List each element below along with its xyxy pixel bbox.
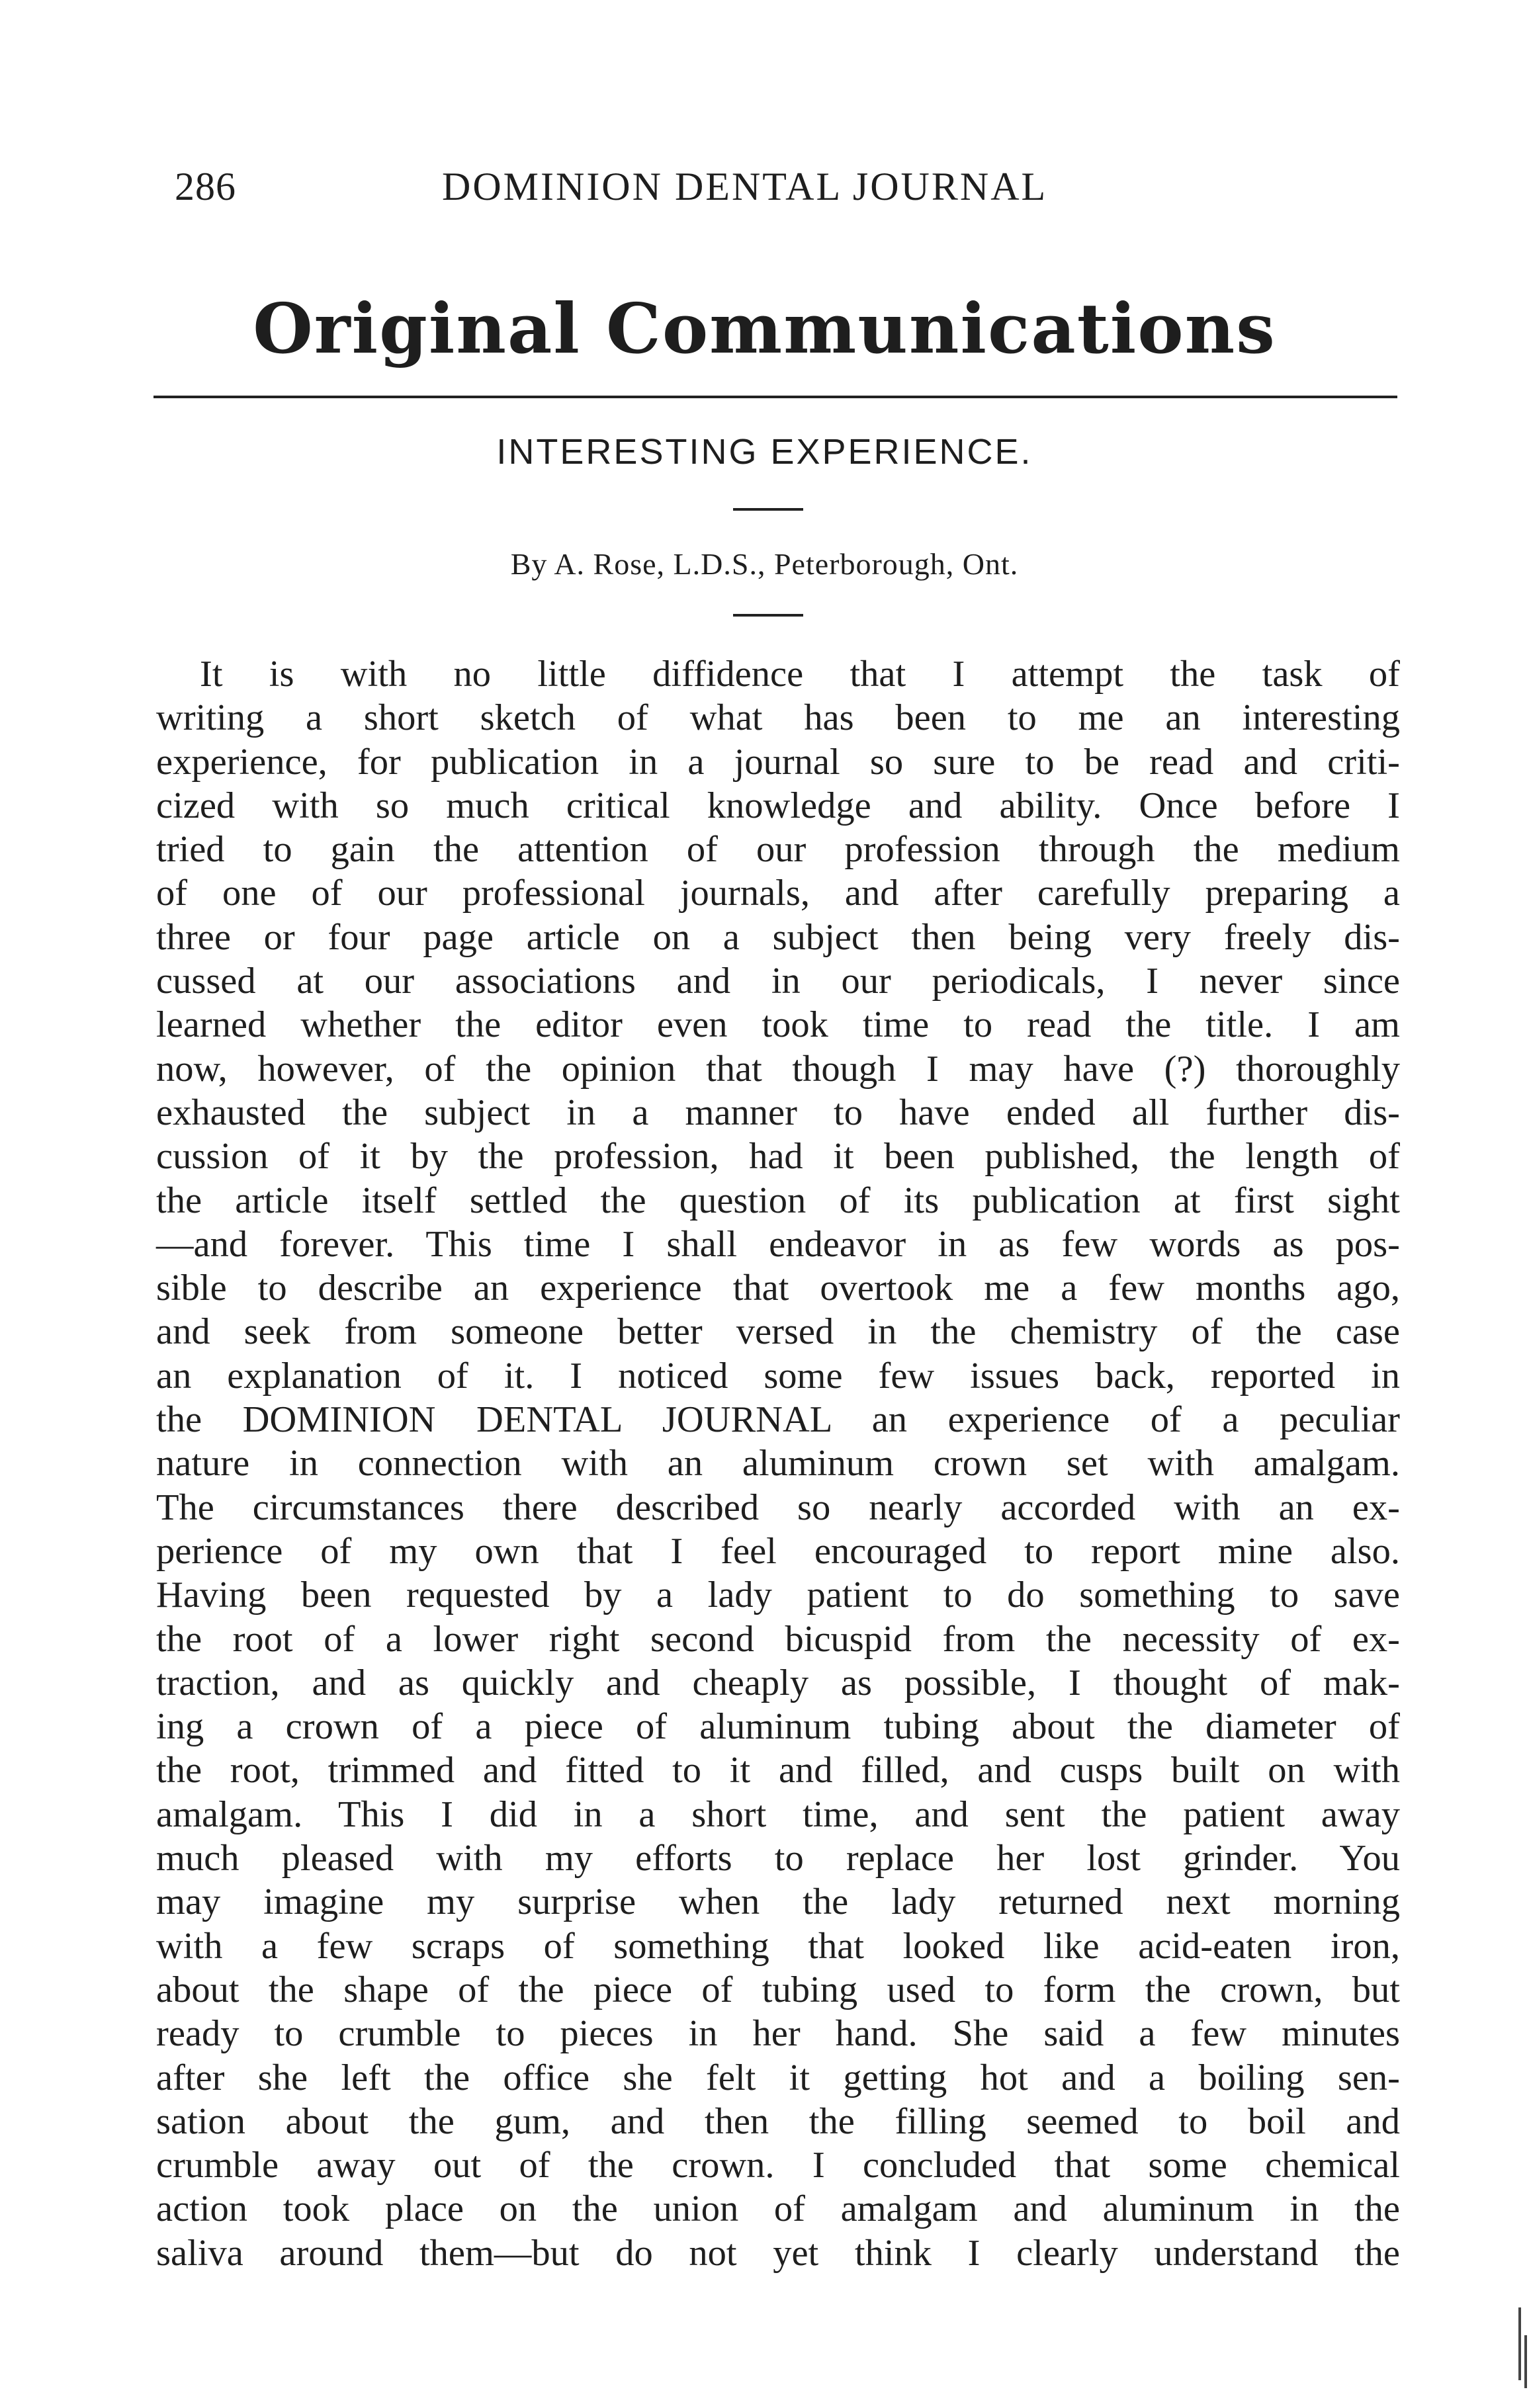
body-line: learned whether the editor even took time to read the title. I am <box>156 1004 1400 1046</box>
body-line: experience, for publication in a journal so sure to be read and criti- <box>156 741 1400 783</box>
body-line: crumble away out of the crown. I concluded that some chemical <box>156 2145 1400 2186</box>
body-line: traction, and as quickly and cheaply as possible, I thought of mak- <box>156 1662 1400 1703</box>
body-line: after she left the office she felt it getting hot and a boiling sen- <box>156 2057 1400 2098</box>
body-line: cussion of it by the profession, had it been published, the length of <box>156 1136 1400 1178</box>
body-line: writing a short sketch of what has been to me an interesting <box>156 697 1400 739</box>
running-head <box>164 164 1391 210</box>
title-separator-rule <box>733 508 803 511</box>
body-line: now, however, of the opinion that though I may have (?) thoroughly <box>156 1048 1400 1090</box>
byline-separator-rule <box>733 614 803 617</box>
page-number: 286 <box>175 165 236 208</box>
body-line: nature in connection with an aluminum crown set with amalgam. <box>156 1443 1400 1484</box>
body-line: exhausted the subject in a manner to have ended all further dis- <box>156 1092 1400 1133</box>
body-line: the root of a lower right second bicuspid from the necessity of ex- <box>156 1618 1400 1660</box>
scan-edge-mark <box>1518 2307 1521 2380</box>
journal-title: DOMINION DENTAL JOURNAL <box>442 165 1048 208</box>
article-body <box>156 652 1400 2275</box>
section-title-rule <box>153 396 1397 398</box>
body-line: sation about the gum, and then the filling seemed to boil and <box>156 2100 1400 2142</box>
body-line: and seek from someone better versed in the chemistry of the case <box>156 1311 1400 1353</box>
body-line: ready to crumble to pieces in her hand. She said a few minutes <box>156 2013 1400 2055</box>
body-line: three or four page article on a subject then being very freely dis- <box>156 916 1400 958</box>
body-line: of one of our professional journals, and after carefully preparing a <box>156 873 1400 914</box>
body-line: about the shape of the piece of tubing used to form the crown, but <box>156 1969 1400 2010</box>
body-line: saliva around them—but do not yet think I clearly understand the <box>156 2232 1400 2274</box>
body-line: may imagine my surprise when the lady returned next morning <box>156 1881 1400 1923</box>
scan-edge-mark <box>1524 2335 1527 2388</box>
body-line: sible to describe an experience that overtook me a few months ago, <box>156 1268 1400 1309</box>
body-line: It is with no little diffidence that I attempt the task of <box>200 654 1400 695</box>
body-line: tried to gain the attention of our profession through the medium <box>156 829 1400 871</box>
body-line: —and forever. This time I shall endeavor in as few words as pos- <box>156 1223 1400 1265</box>
body-line: action took place on the union of amalgam and aluminum in the <box>156 2188 1400 2230</box>
body-line: amalgam. This I did in a short time, and sent the patient away <box>156 1793 1400 1835</box>
body-line: an explanation of it. I noticed some few issues back, reported in <box>156 1355 1400 1397</box>
body-line: ing a crown of a piece of aluminum tubing about the diameter of <box>156 1706 1400 1748</box>
body-line: the DOMINION DENTAL JOURNAL an experience of a peculiar <box>156 1399 1400 1441</box>
body-line: cized with so much critical knowledge and ability. Once before I <box>156 785 1400 826</box>
body-line: The circumstances there described so nearly accorded with an ex- <box>156 1486 1400 1528</box>
body-line: the article itself settled the question of its publication at first sight <box>156 1180 1400 1221</box>
section-title: Original Communications <box>253 288 1276 369</box>
body-line: much pleased with my efforts to replace her lost grinder. You <box>156 1838 1400 1879</box>
body-line: perience of my own that I feel encouraged to report mine also. <box>156 1530 1400 1572</box>
body-line: cussed at our associations and in our periodicals, I never since <box>156 961 1400 1002</box>
article-title: INTERESTING EXPERIENCE. <box>496 432 1033 472</box>
body-line: Having been requested by a lady patient to do something to save <box>156 1574 1400 1616</box>
article-byline: By A. Rose, L.D.S., Peterborough, Ont. <box>510 547 1019 581</box>
body-line: the root, trimmed and fitted to it and filled, and cusps built on with <box>156 1750 1400 1791</box>
body-line: with a few scraps of something that looked like acid-eaten iron, <box>156 1925 1400 1967</box>
